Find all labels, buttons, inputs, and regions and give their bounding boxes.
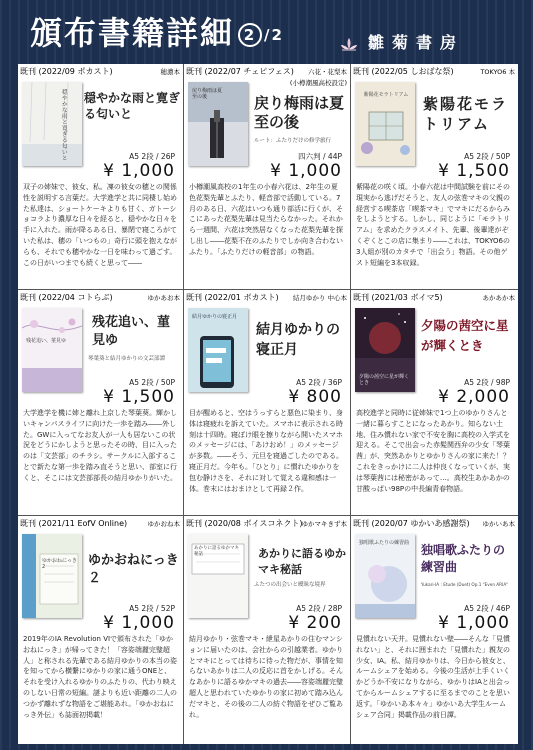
circle-label: ゆかマキきず本	[301, 520, 347, 528]
book-title: 夕陽の茜空に星が輝くとき	[421, 318, 509, 353]
book-subtitle: 琴葉葵と結月ゆかりの文芸部譚	[88, 356, 166, 362]
card-header	[353, 291, 515, 305]
book-description: 見慣れない天井。見慣れない壁――そんな「見慣れない」と、それに囲まれた「見慣れた」親友の少女、IA。私、結月ゆかりは、今日から彼女と、ルームシェアを始める。今後の生活が上手くいくかどうか不安になりながら、ゆかりはIAと出会ってからルームシェアするに至るまでのことを思い返す。「ゆかいあ本々々」ゆかいあ大学生ルームシェア合同」掲載作品の前日譚。	[356, 635, 510, 719]
cover-title: 独唱歌ふたりの練習曲	[359, 540, 410, 546]
book-price: ¥ 1,000	[438, 613, 510, 633]
cover-title: 結月ゆかりの寝正月	[192, 314, 238, 320]
book-cover	[188, 82, 248, 166]
event-label: 既刊 (2021/11 EofV Online)	[20, 519, 128, 528]
circle-label: ゆかあお本	[147, 294, 180, 302]
cover-title: 穏やかな雨と寛ぎる匂いと	[62, 90, 68, 162]
event-label: 既刊 (2022/04 コトらぶ)	[20, 293, 113, 302]
cover-art	[355, 534, 415, 618]
book-card	[184, 290, 351, 516]
card-header	[20, 65, 180, 79]
book-card	[184, 516, 351, 744]
book-spec: A5 2段 / 28P	[296, 604, 342, 613]
book-cover	[22, 82, 82, 166]
event-label: 既刊 (2022/05 しおばな祭)	[353, 67, 454, 76]
book-price: ¥ 1,000	[103, 613, 175, 633]
book-description: 紫陽花の咲く頃。小春六花は中間試験を前にその現実から逃げだそうと、友人の弦巻マキの父親の経営する喫茶店「喫茶マキ」でマキにだるからみをしようとする。しかし、同じように「モラトリアム」を求めたクラスメイト、先輩、後輩達がぞくぞくとこの店に集まり――これは、TOKYO6の3人組が別のカタチで「出会う」物語。その他ゲスト短編を3本収録。	[356, 183, 510, 267]
book-title: 結月ゆかりの寝正月	[256, 322, 340, 358]
cover-art	[22, 82, 82, 166]
book-subtitle: Yukari-IA : Etude (Duet) Op.1 "Even ARIA"	[421, 582, 509, 587]
book-description: 高校進学と同時に従姉妹で1つ上のゆかりさんと一緒に暮らすことになったあかり。知らない土地、住み慣れない家で不安を胸に高校の入学式を迎える。そこで出会った赤髪関西弁の少女「琴葉茜」が、突然あかりとゆかりさんの家に来た！？これをきっかけに二人は仲良くなっていくが、実は琴葉茜には秘密があって…。高校生あかあかの甘酸っぱい98Pの中長編青春物語。	[356, 409, 510, 493]
book-description: 結月ゆかり・弦巻マキ・紲星あかりの住むマンションに届いたのは、会社からの引越業者。ゆかりとマキにとっては待ちに待った物だが、事情を知らないあかりは二人の反応に首をかしげる。そんなあかりに語るゆかマキの過去――容姿端麗完璧超人と思われていたゆかりの家に初めて踏み込んだマキと、その後の二人の紡ぐ物語をぜひご覧あれ。	[189, 635, 343, 719]
cover-art	[22, 308, 82, 392]
circle-label: 結月ゆかり 中心本	[292, 294, 347, 302]
book-title: あかりに語るゆかマキ秘話	[258, 547, 346, 576]
book-card	[18, 290, 184, 516]
book-title: 穏やかな雨と寛ぎる匂いと	[84, 91, 181, 121]
book-card	[184, 64, 351, 290]
book-title: 戻り梅雨は夏至の後	[254, 94, 345, 131]
card-header	[186, 517, 347, 531]
cover-title: 夕陽の茜空に星が輝くとき	[359, 374, 410, 386]
book-description: 双子の姉妹で、彼女、私。凜の彼女の穂との関係性を説明する言葉だ。大学進学と共に同棲し始めた私達は、ショートケーキよりも甘く、ガトーショコラより濃厚な日々を経ると、穏やかな日々を手に入れた。雨が降るある日、暴閉で寝ころがていた私は、穂の「いつもの」奇行に頭を抱えながらも、それでも穂やかな一日を味わって過ごす。この日がいつまでも続くと思って――	[23, 183, 177, 267]
book-description: 2019年のIA Revolution VIで頒布された「ゆかおねにっき」が帰ってきた！「容姿端麗完璧超人」と称される先輩である結月ゆかりの本当の姿を知ってから横繋にゆかりの家に通うONEと、それを受け入れるゆかりのふたりの、代わり映えのしない日常の短編。謎よりも近い距離の二人のつかず離れずな物語をご堪能あれ。「ゆかおねにっき外伝」も誌面初掲載！	[23, 635, 177, 719]
book-cover	[188, 308, 248, 392]
book-cover	[22, 308, 82, 392]
book-cover	[355, 308, 415, 392]
book-price: ¥ 1,500	[103, 387, 175, 407]
book-card	[351, 64, 518, 290]
book-spec: A5 2段 / 36P	[296, 378, 342, 387]
brand-name: 雛菊書房	[368, 33, 465, 52]
card-header	[20, 291, 180, 305]
cover-title: 紫陽花モラトリアム	[363, 92, 409, 98]
book-title: 残花追い、菫見ゆ	[92, 315, 171, 348]
card-header	[353, 65, 515, 79]
book-cover	[188, 534, 248, 618]
circle-label: TOKYO6 本	[480, 68, 515, 76]
event-label: 既刊 (2020/08 ボイスコネクト)	[186, 519, 303, 528]
book-price: ¥ 1,000	[103, 161, 175, 181]
circle-label: あかあか本	[482, 294, 515, 302]
content-page	[18, 64, 518, 744]
event-label: 既刊 (2022/01 ボカスト)	[186, 293, 279, 302]
cover-title: あかりに語るゆかマキ秘話	[194, 546, 239, 557]
page-title	[30, 13, 284, 55]
page-number-badge: 2	[238, 23, 262, 47]
card-header	[186, 65, 347, 87]
book-description: 目が醒めると、空はうっすらと悪色に染まり、身体は寝疲れを訴えていた。スマホに表示される時刻は十四時。寝ぼけ眼を擦りながら開いたスマホのメッセージには、「あけおめ！」のメッセージが多数。――そう、元旦を寝過ごしたのである。寝正月だ。今年も。「ひとり」に慣れたゆかりを包む静けさを、それに対して覚える違和感は一体。巻末にはおまけとして再録２作。	[189, 409, 343, 493]
cover-art	[188, 308, 248, 392]
book-price: ¥ 2,000	[438, 387, 510, 407]
book-grid	[18, 64, 518, 744]
brand	[340, 30, 464, 53]
book-spec: A5 2段 / 26P	[129, 152, 175, 161]
title-text: 頒布書籍詳細	[30, 14, 235, 52]
cover-title: ゆかおねにっき2	[42, 558, 77, 570]
book-subtitle: ルート：ふたりだけの修学旅行	[254, 138, 332, 144]
circle-note: (小樽潮風高校設定)	[289, 79, 347, 87]
event-label: 既刊 (2020/07 ゆかいあ感謝祭)	[353, 519, 470, 528]
page-header	[0, 0, 533, 66]
circle-label: ゆかいあ本	[482, 520, 515, 528]
book-cover	[22, 534, 82, 618]
book-cover	[355, 534, 415, 618]
circle-label: 六花・花梨本	[308, 68, 347, 76]
circle-label: 穂濃本	[160, 68, 180, 76]
card-header	[353, 517, 515, 531]
event-label: 既刊 (2022/09 ポカスト)	[20, 67, 113, 76]
book-title: 紫陽花モラトリアム	[423, 95, 509, 133]
book-description: 大学進学を機に姉と離れ上京した琴葉葵。輝かしいキャンパスライフに向けた一歩を踏み――外した。GWに入ってなお友人が一人も居ないこの状況をどうにかしようと思ったその時、目に入ったのは「文芸部」のチラシ。サークルに入部することで新たな第一歩を踏み直そうと思い、部室に行くと、そこには文芸部部長の結月ゆかりがいた。	[23, 409, 177, 482]
book-spec: A5 2段 / 50P	[464, 152, 510, 161]
book-title: 独唱歌ふたりの練習曲	[421, 543, 506, 574]
cover-title: 残花追い、菫見ゆ	[26, 338, 67, 344]
cover-title: 戻り梅雨は夏至の後	[192, 88, 223, 100]
cover-art	[22, 534, 82, 618]
book-price: ¥ 1,000	[270, 161, 342, 181]
book-price: ¥ 800	[288, 387, 342, 407]
book-card	[351, 516, 518, 744]
book-subtitle: ふたつの出会いと曖昧な境界	[254, 582, 326, 588]
book-card	[18, 516, 184, 744]
book-title: ゆかおねにっき２	[88, 553, 179, 586]
book-description: 小樽潮風高校の1年生の小春六花は、2年生の夏色花梨先輩とふたり、軽音部で活動している。7月のある日、六花はいつも通り部活に行くが、そこにあった花梨先輩は見当たらなかった。それから一週間、六花は突然居なくなった花梨先輩を探し出し――花梨不在のふたりでしか向き合わないふたり。「ふたりだけの軽音部」の物語。	[189, 183, 343, 256]
book-price: ¥ 1,500	[438, 161, 510, 181]
card-header	[186, 291, 347, 305]
circle-label: ゆかおね本	[147, 520, 180, 528]
book-spec: A5 2段 / 52P	[129, 604, 175, 613]
card-header	[20, 517, 180, 531]
book-card	[18, 64, 184, 290]
event-label: 既刊 (2021/03 ボイマ5)	[353, 293, 443, 302]
book-spec: 四六判 / 44P	[298, 152, 342, 161]
book-card	[351, 290, 518, 516]
event-label: 既刊 (2022/07 チェピフェス)	[186, 67, 294, 76]
book-spec: A5 2段 / 98P	[464, 378, 510, 387]
book-spec: A5 2段 / 46P	[464, 604, 510, 613]
page-total: /2	[264, 26, 284, 44]
book-price: ¥ 200	[288, 613, 342, 633]
lotus-icon	[340, 37, 358, 51]
book-cover	[355, 82, 415, 166]
book-spec: A5 2段 / 50P	[129, 378, 175, 387]
